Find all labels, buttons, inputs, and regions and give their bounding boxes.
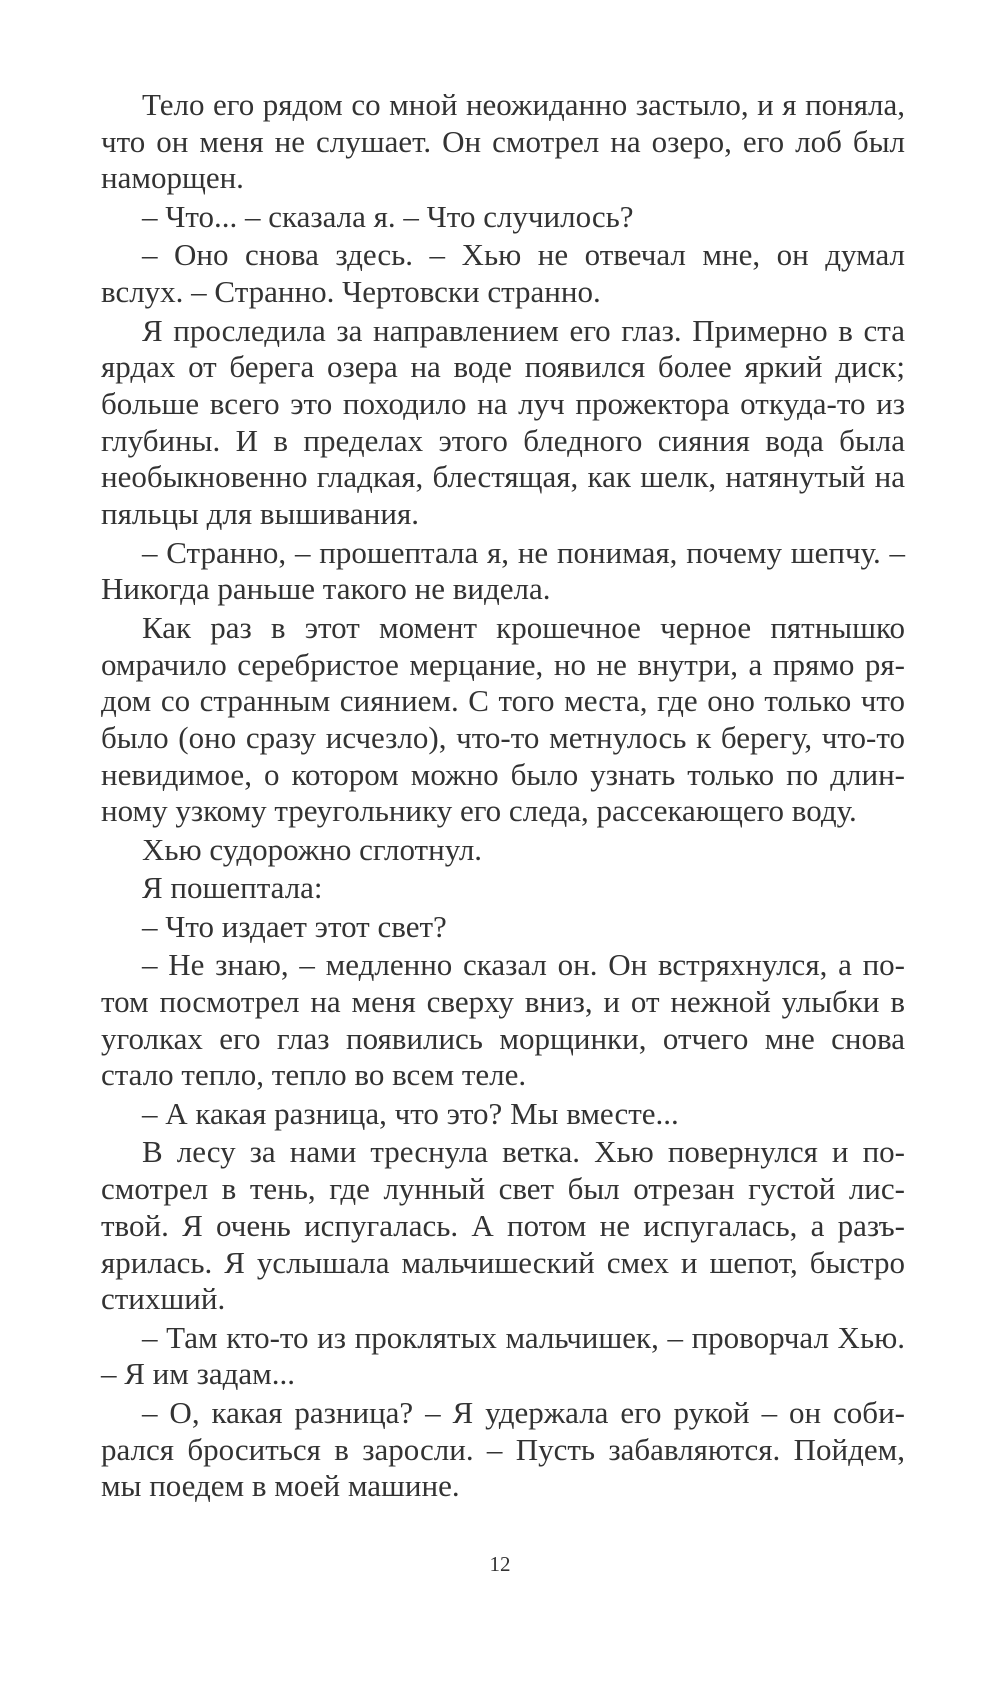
paragraph: Как раз в этот момент крошечное черное пятнышко омрачило серебристое мерцание, но не внутри, а прямо рядом со странным сиянием. С того места, где оно только что было (оно сразу исчезло), что-то метнулось к берегу, что-то невидимое, о котором можно было узнать только по длинному узкому треугольнику его следа, рассекающего воду. bbox=[101, 609, 905, 829]
paragraph: – Что издает этот свет? bbox=[142, 908, 447, 944]
paragraph: Я пошептала: bbox=[142, 870, 323, 906]
paragraph: – Оно снова здесь. – Хью не отвечал мне, он думал вслух. – Странно. Чертовски странно. bbox=[101, 237, 905, 310]
page-number: 12 bbox=[489, 1552, 511, 1576]
paragraph: Хью судорожно сглотнул. bbox=[142, 831, 483, 867]
paragraph: – Там кто-то из проклятых мальчишек, – проворчал Хью. – Я им задам... bbox=[101, 1319, 905, 1392]
paragraph: Я проследила за направлением его глаз. Примерно в ста ярдах от берега озера на воде появился более яркий диск; больше всего это походило на луч прожектора откуда-то из глубины. И в пределах этого бледного сияния вода была необыкновенно гладкая, блестящая, как шелк, натянутый на пяльцы для вышивания. bbox=[101, 312, 905, 532]
paragraph: – А какая разница, что это? Мы вместе... bbox=[142, 1095, 679, 1131]
paragraph: – О, какая разница? – Я удержала его рукой – он собирался броситься в заросли. – Пусть забавляются. Пойдем, мы поедем в моей машине. bbox=[101, 1394, 905, 1504]
paragraph: – Не знаю, – медленно сказал он. Он встряхнулся, а потом посмотрел на меня сверху вниз, и от нежной улыбки в уголках его глаз появились морщинки, отчего мне снова стало тепло, тепло во всем теле. bbox=[101, 947, 905, 1093]
paragraph: Тело его рядом со мной неожиданно застыло, и я поняла, что он меня не слушает. Он смотрел на озеро, его лоб был наморщен. bbox=[101, 87, 905, 196]
paragraph: – Странно, – прошептала я, не понимая, почему шепчу. – Никогда раньше такого не видела. bbox=[101, 534, 905, 607]
body-text bbox=[101, 87, 905, 1507]
paragraph: – Что... – сказала я. – Что случилось? bbox=[142, 198, 634, 234]
paragraph: В лесу за нами треснула ветка. Хью повернулся и посмотрел в тень, где лунный свет был отрезан густой листвой. Я очень испугалась. А потом не испугалась, а разъярилась. Я услышала мальчишеский смех и шепот, быстро стихший. bbox=[101, 1134, 905, 1317]
